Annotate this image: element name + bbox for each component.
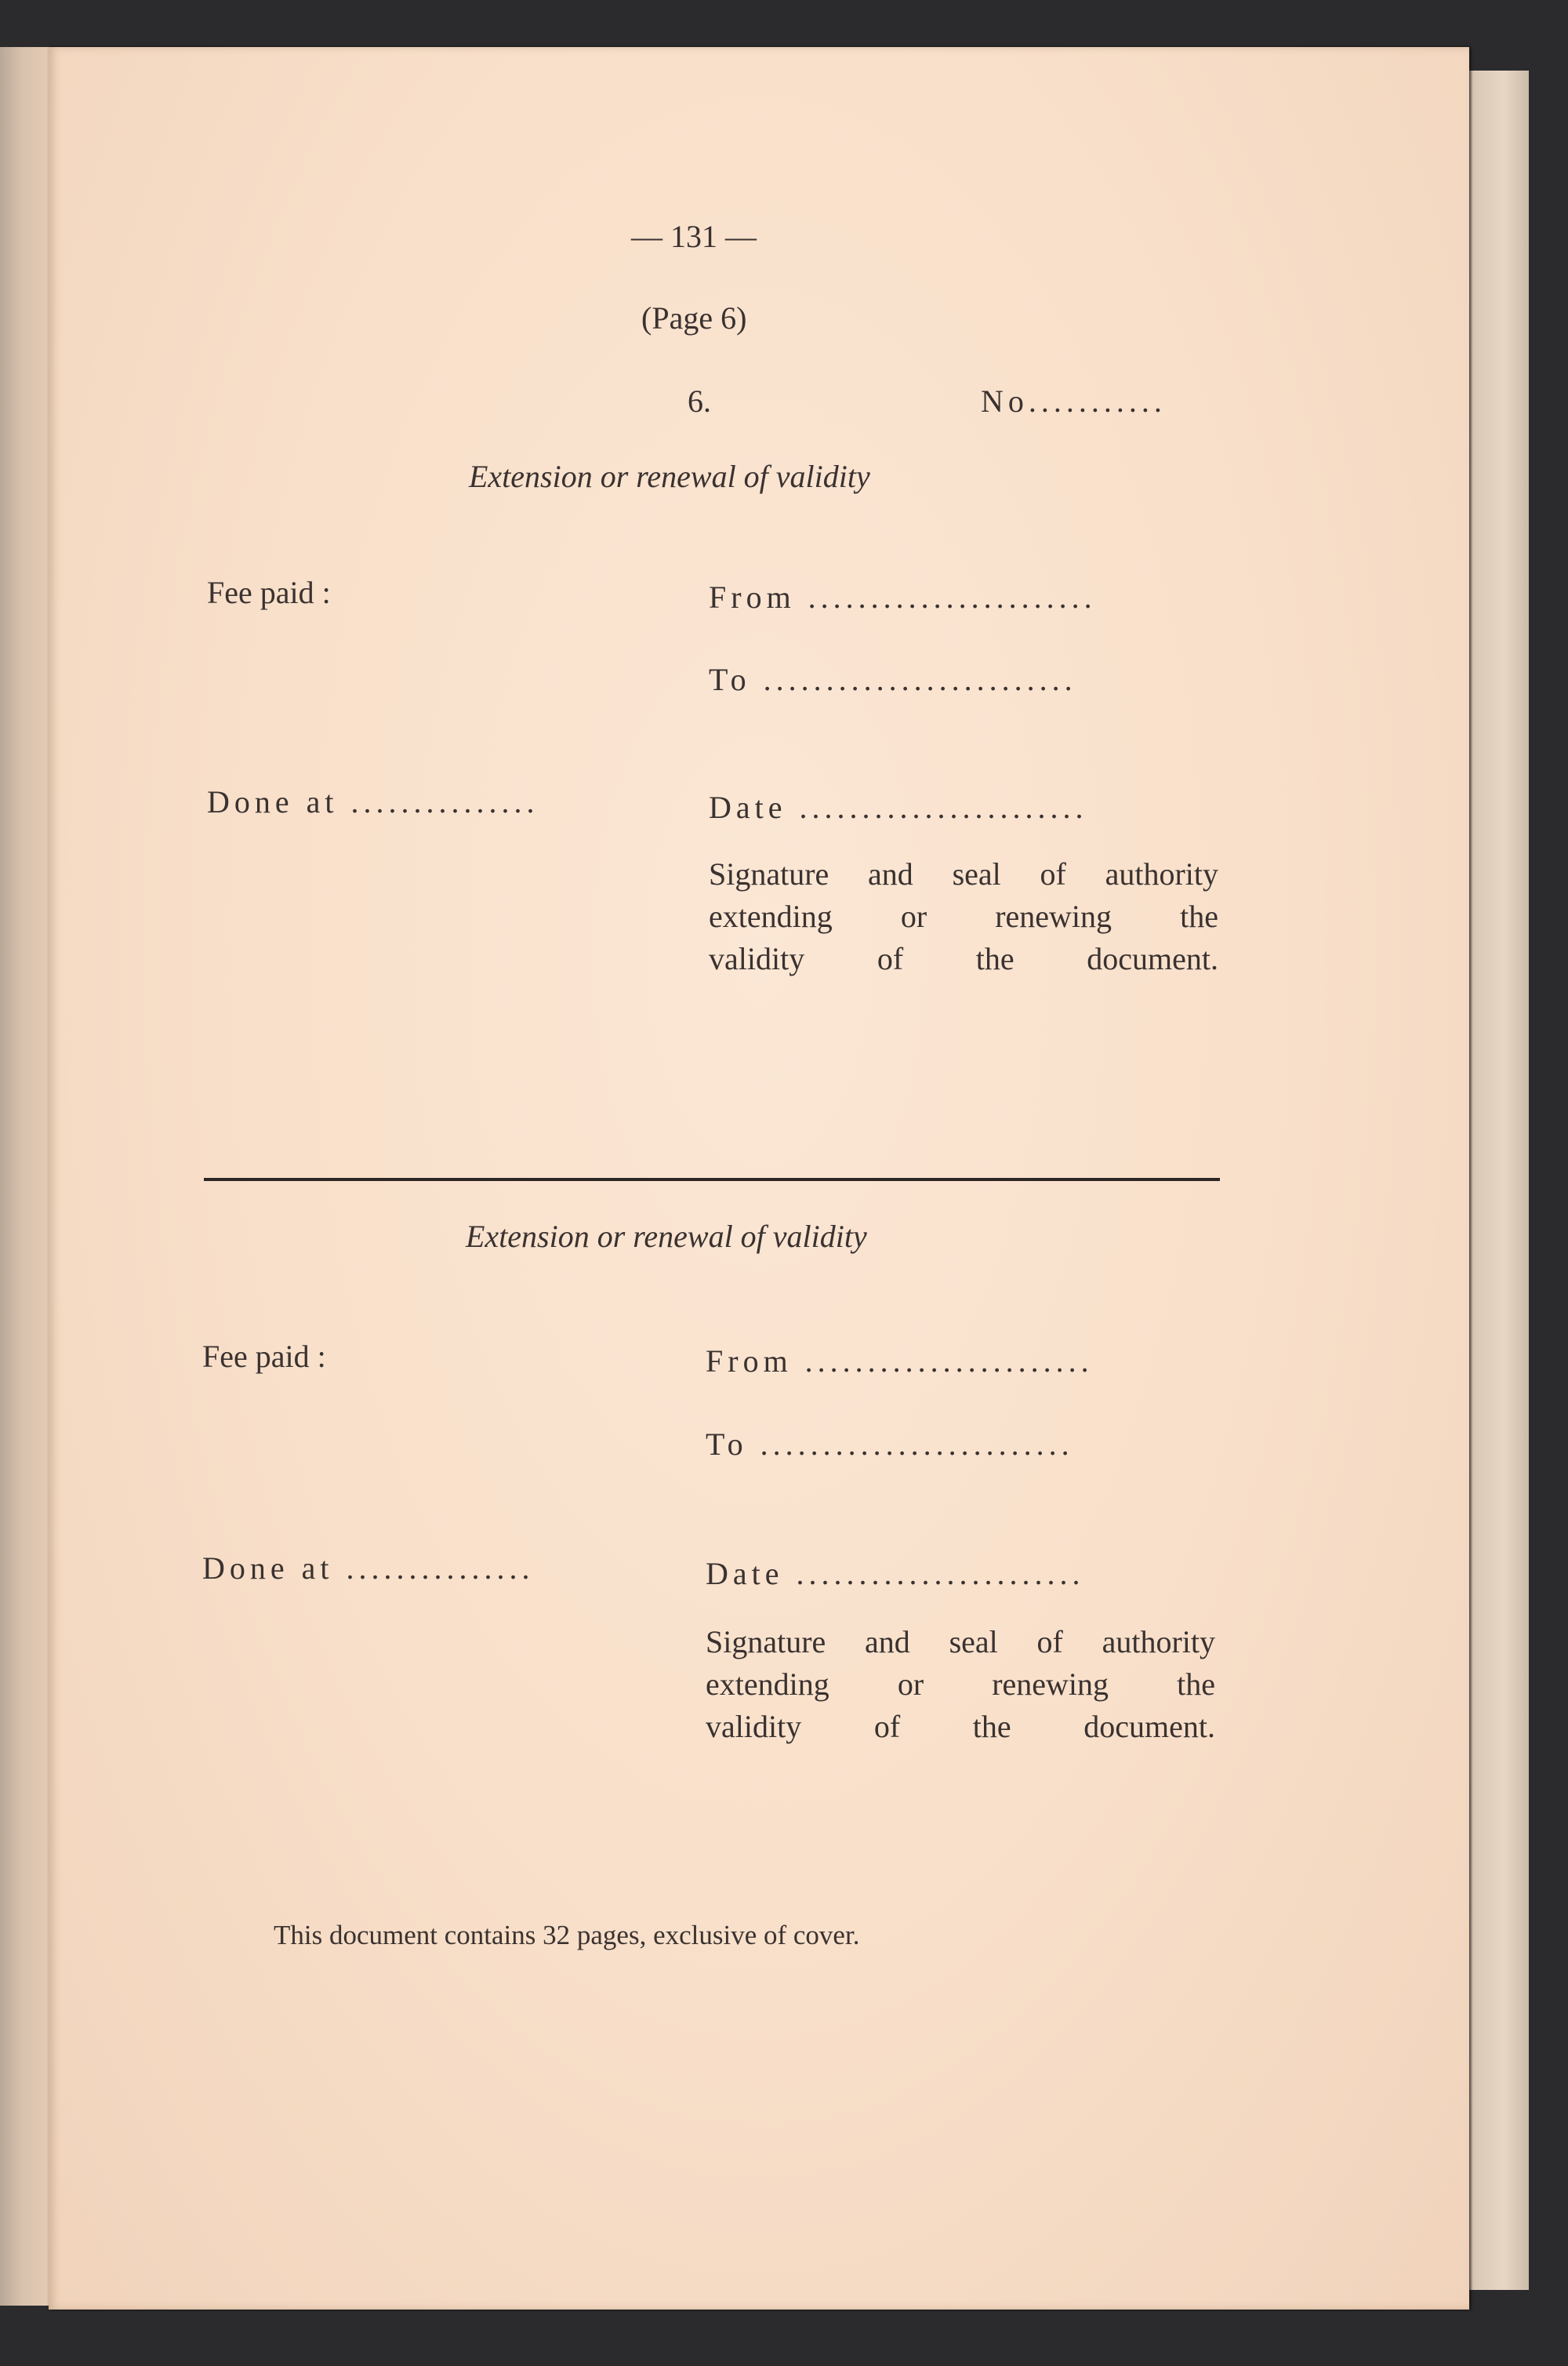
section-2-fee-paid: Fee paid :: [202, 1339, 326, 1374]
signature-line: extending or renewing the: [709, 899, 1218, 934]
section-2-heading: Extension or renewal of validity: [466, 1219, 867, 1254]
section-2-from-field: From .......................: [706, 1343, 1094, 1379]
document-page: [49, 47, 1469, 2310]
section-1-date-field: Date .......................: [709, 790, 1088, 825]
section-2-to-field: To .........................: [706, 1427, 1074, 1462]
section-2-signature-note: [706, 1621, 1215, 1748]
section-2-date-field: Date .......................: [706, 1556, 1085, 1591]
underlying-pages-edge: [1466, 71, 1529, 2290]
number-field: No...........: [981, 383, 1167, 419]
section-number: 6.: [688, 383, 711, 419]
section-1-to-field: To .........................: [709, 662, 1077, 697]
signature-line: validity of the document.: [709, 941, 1218, 976]
section-1-from-field: From .......................: [709, 580, 1097, 615]
signature-line: Signature and seal of authority: [709, 856, 1218, 892]
signature-line: validity of the document.: [706, 1709, 1215, 1744]
section-1-heading: Extension or renewal of validity: [469, 459, 870, 494]
previous-page-edge: [0, 47, 55, 2306]
section-divider: [204, 1178, 1220, 1181]
section-1-done-at-field: Done at ...............: [207, 784, 539, 820]
section-1-signature-note: [709, 853, 1218, 980]
page-footer-note: This document contains 32 pages, exclusive of cover.: [274, 1920, 860, 1950]
page-label: (Page 6): [641, 300, 747, 336]
signature-line: Signature and seal of authority: [706, 1624, 1215, 1659]
section-1-fee-paid: Fee paid :: [207, 575, 331, 610]
page-number: — 131 —: [631, 219, 757, 254]
section-2-done-at-field: Done at ...............: [202, 1550, 535, 1586]
signature-line: extending or renewing the: [706, 1666, 1215, 1702]
